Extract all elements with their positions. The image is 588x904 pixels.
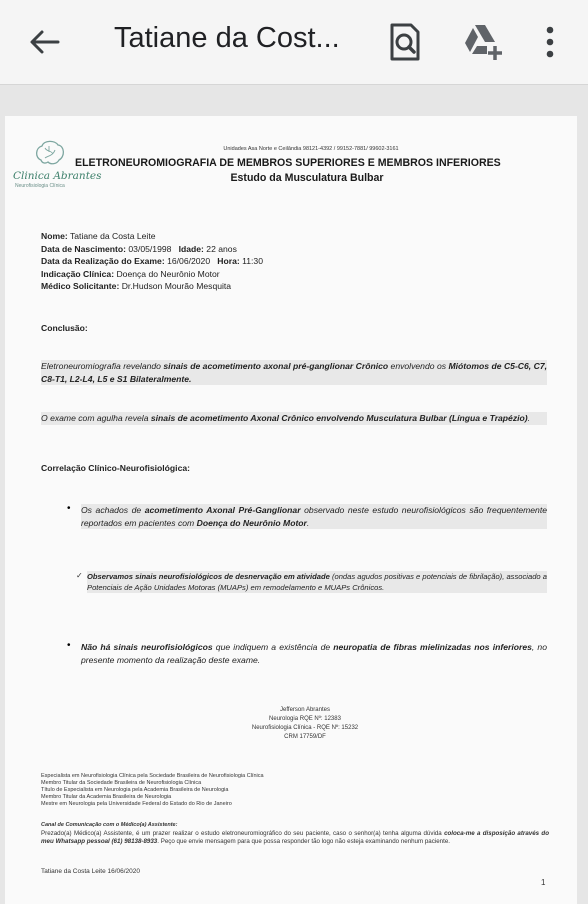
text-run: observado neste estudo neurofisiológicos são frequentemente reportados em pacientes com	[81, 505, 547, 528]
age-value: 22 anos	[206, 243, 237, 254]
text-run: , no presente momento da realização deste exame.	[81, 642, 547, 665]
text-run-bold: acometimento Axonal Pré-Ganglionar	[144, 505, 301, 515]
conclusion-paragraph-1	[41, 360, 547, 385]
credentials-list	[41, 773, 541, 808]
correlation-heading: Correlação Clínico-Neurofisiológica:	[41, 463, 190, 473]
document-page	[5, 116, 577, 904]
text-run: que indiquem a existência de	[212, 642, 334, 652]
signature-line: Neurofisiologia Clínica - RQE Nº: 15232	[251, 725, 359, 731]
brain-logo-icon	[33, 138, 67, 170]
channel-text	[41, 830, 549, 847]
footer-left: Tatiane da Costa Leite 16/06/2020	[41, 868, 141, 875]
report-subheading: Estudo da Musculatura Bulbar	[230, 172, 384, 184]
credential-line: Membro Titular da Academia Brasileira de Neurologia	[41, 794, 172, 800]
text-run: (ondas agudos positivas e potenciais de fibrilação), associado a Potenciais de Ação Unidades Motoras (MUAPs) em remodelamento e MUAPs Crônicos.	[87, 572, 547, 592]
exam-date-label: Data da Realização do Exame:	[41, 256, 165, 266]
text-run-bold: coloca-me a disposição através do meu Whatsapp pessoal (61) 98138-8933	[41, 830, 549, 846]
check-item	[87, 571, 547, 593]
bullet-item-1	[81, 504, 547, 529]
text-run: .	[527, 413, 531, 423]
patient-info	[41, 230, 541, 293]
signature-block	[205, 706, 405, 742]
channel-heading: Canal de Comunicação com o Médico(a) Assistente:	[41, 822, 178, 828]
requester-value: Dr.Hudson Mourão Mesquita	[121, 281, 232, 291]
text-run-bold: sinais de acometimento Axonal Crônico envolvendo Musculatura Bulbar (Língua e Trapézio)	[150, 413, 528, 423]
arrow-left-icon[interactable]	[22, 22, 66, 62]
signature-line: CRM 17759/DF	[284, 734, 326, 740]
credential-line: Especialista em Neurofisiologia Clínica pela Sociedade Brasileira de Neurofisiologia Clínica	[41, 773, 264, 779]
text-run-bold: sinais de acometimento axonal pré-ganglionar Crônico	[163, 361, 389, 371]
text-run-bold: neuropatia de fibras mielinizadas nos inferiores	[333, 642, 532, 652]
patient-name: Tatiane da Costa Leite	[69, 231, 156, 241]
indication-label: Indicação Clínica:	[41, 268, 115, 279]
credential-line: Mestre em Neurologia pela Universidade Federal do Estado do Rio de Janeiro	[41, 801, 232, 807]
indication-value: Doença do Neurônio Motor	[116, 268, 220, 279]
page-number: 1	[541, 878, 546, 887]
more-vert-icon[interactable]	[528, 20, 572, 64]
exam-date: 16/06/2020	[167, 256, 211, 266]
text-run-bold: Miótomos de C5-C6, C7, C8-T1, L2-L4, L5 e S1 Bilateralmente.	[41, 361, 547, 384]
birth-date: 03/05/1998	[128, 243, 172, 254]
text-run: Os achados de	[81, 505, 145, 515]
bullet-dot: •	[67, 503, 71, 514]
text-run: .	[306, 517, 310, 528]
logo-name: Clinica Abrantes	[13, 170, 102, 182]
logo-subtitle: Neurofisiologia Clínica	[15, 183, 65, 189]
signature-name: Jefferson Abrantes	[280, 707, 330, 713]
requester-label: Médico Solicitante:	[41, 281, 120, 291]
text-run: envolvendo os	[388, 361, 449, 371]
text-run: O exame com agulha revela	[41, 413, 151, 423]
check-mark-icon: ✓	[76, 571, 83, 580]
conclusion-paragraph-2	[41, 412, 547, 425]
text-run: Prezado(a) Médico(a) Assistente, é um prazer realizar o estudo eletroneuromiográfico do seu paciente, caso o senhor(a) tenha alguma dúvida	[41, 830, 445, 837]
contact-line: Unidades Asa Norte e Ceilândia 98121-4392 / 99152-7881/ 99602-3161	[223, 146, 399, 152]
birth-label: Data de Nascimento:	[41, 243, 127, 254]
app-bar	[0, 0, 588, 85]
bullet-dot: •	[67, 640, 71, 651]
conclusion-heading: Conclusão:	[41, 323, 88, 333]
add-to-drive-icon[interactable]	[460, 20, 504, 64]
document-title: Tatiane da Cost...	[114, 22, 340, 54]
age-label: Idade:	[178, 243, 204, 254]
text-run: . Peço que envie mensagem para que possa responder tão logo não esteja examinando nenhum paciente.	[157, 838, 450, 846]
signature-line: Neurologia RQE Nº: 12383	[269, 716, 341, 722]
credential-line: Membro Titular da Sociedade Brasileira de Neurofisiologia Clínica	[41, 780, 202, 786]
text-run: Eletroneuromiografia revelando	[41, 361, 164, 371]
credential-line: Título de Especialista em Neurologia pela Academia Brasileira de Neurologia	[41, 787, 229, 793]
document-search-icon[interactable]	[383, 20, 427, 64]
text-run-bold: Doença do Neurônio Motor	[196, 517, 307, 528]
time-label: Hora:	[217, 256, 240, 266]
exam-time: 11:30	[242, 256, 263, 266]
text-run-bold: Não há sinais neurofisiológicos	[81, 642, 213, 652]
bullet-item-2	[81, 641, 547, 666]
text-run-bold: Observamos sinais neurofisiológicos de desnervação em atividade	[87, 572, 330, 581]
report-heading: ELETRONEUROMIOGRAFIA DE MEMBROS SUPERIORES E MEMBROS INFERIORES	[75, 157, 501, 169]
name-label: Nome:	[41, 231, 68, 241]
